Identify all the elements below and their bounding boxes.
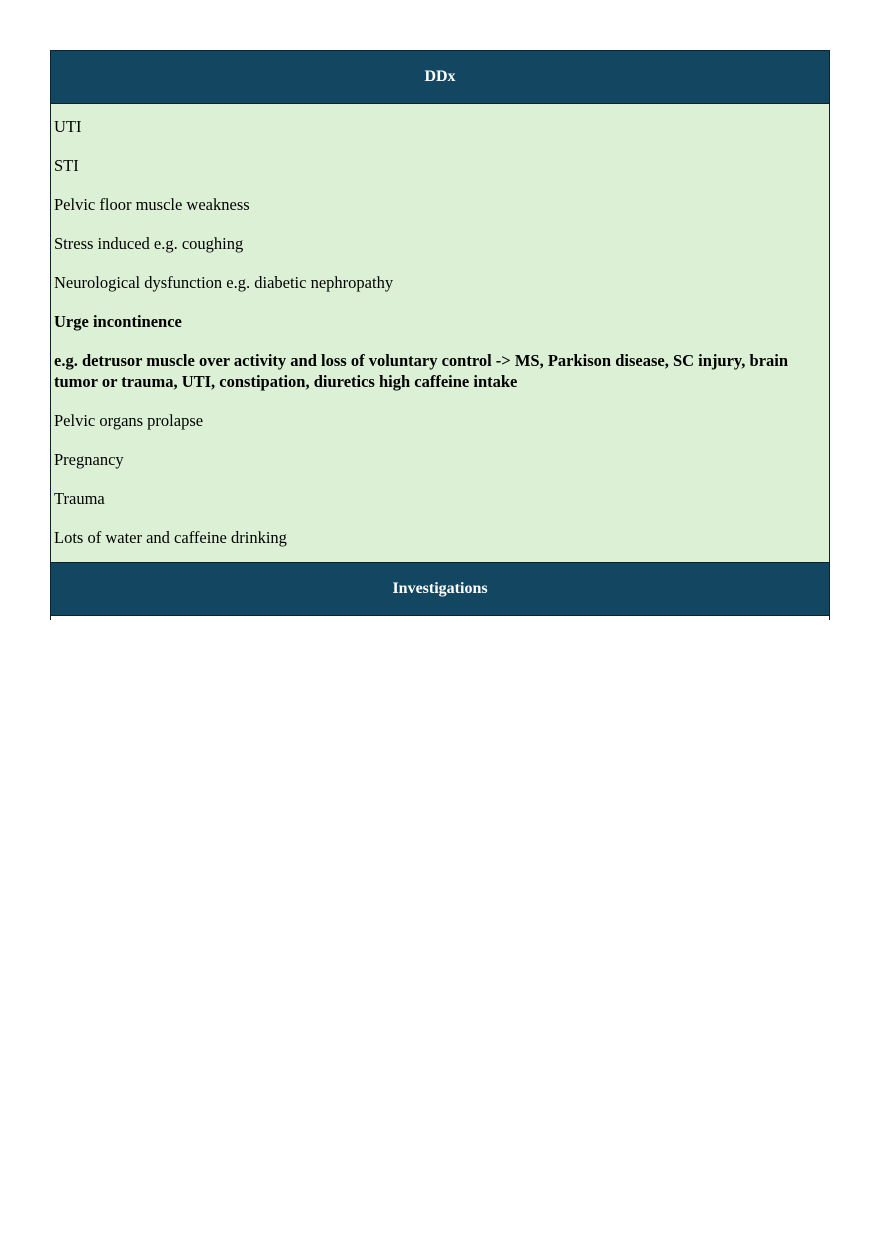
investigations-header-title: Investigations <box>392 580 488 597</box>
ddx-item: STI <box>54 156 79 175</box>
ddx-item: Lots of water and caffeine drinking <box>54 528 287 547</box>
investigations-header <box>50 562 830 616</box>
ddx-item: Stress induced e.g. coughing <box>54 234 244 253</box>
ddx-item: Pelvic organs prolapse <box>54 411 204 430</box>
ddx-item-detail: e.g. detrusor muscle over activity and loss of voluntary control -> MS, Parkison disease, SC injury, brain tumor or trauma, UTI, constipation, diuretics high caffeine intake <box>54 351 789 391</box>
ddx-item: Pregnancy <box>54 450 124 469</box>
ddx-list <box>50 104 830 562</box>
ddx-item: Trauma <box>54 489 105 508</box>
ddx-table <box>50 50 830 620</box>
ddx-item-heading: Urge incontinence <box>54 312 182 331</box>
ddx-item: Pelvic floor muscle weakness <box>54 195 250 214</box>
ddx-header <box>50 50 830 104</box>
ddx-header-title: DDx <box>424 68 456 85</box>
ddx-item: UTI <box>54 117 82 136</box>
table-continuation <box>50 616 830 620</box>
ddx-item: Neurological dysfunction e.g. diabetic nephropathy <box>54 273 394 292</box>
